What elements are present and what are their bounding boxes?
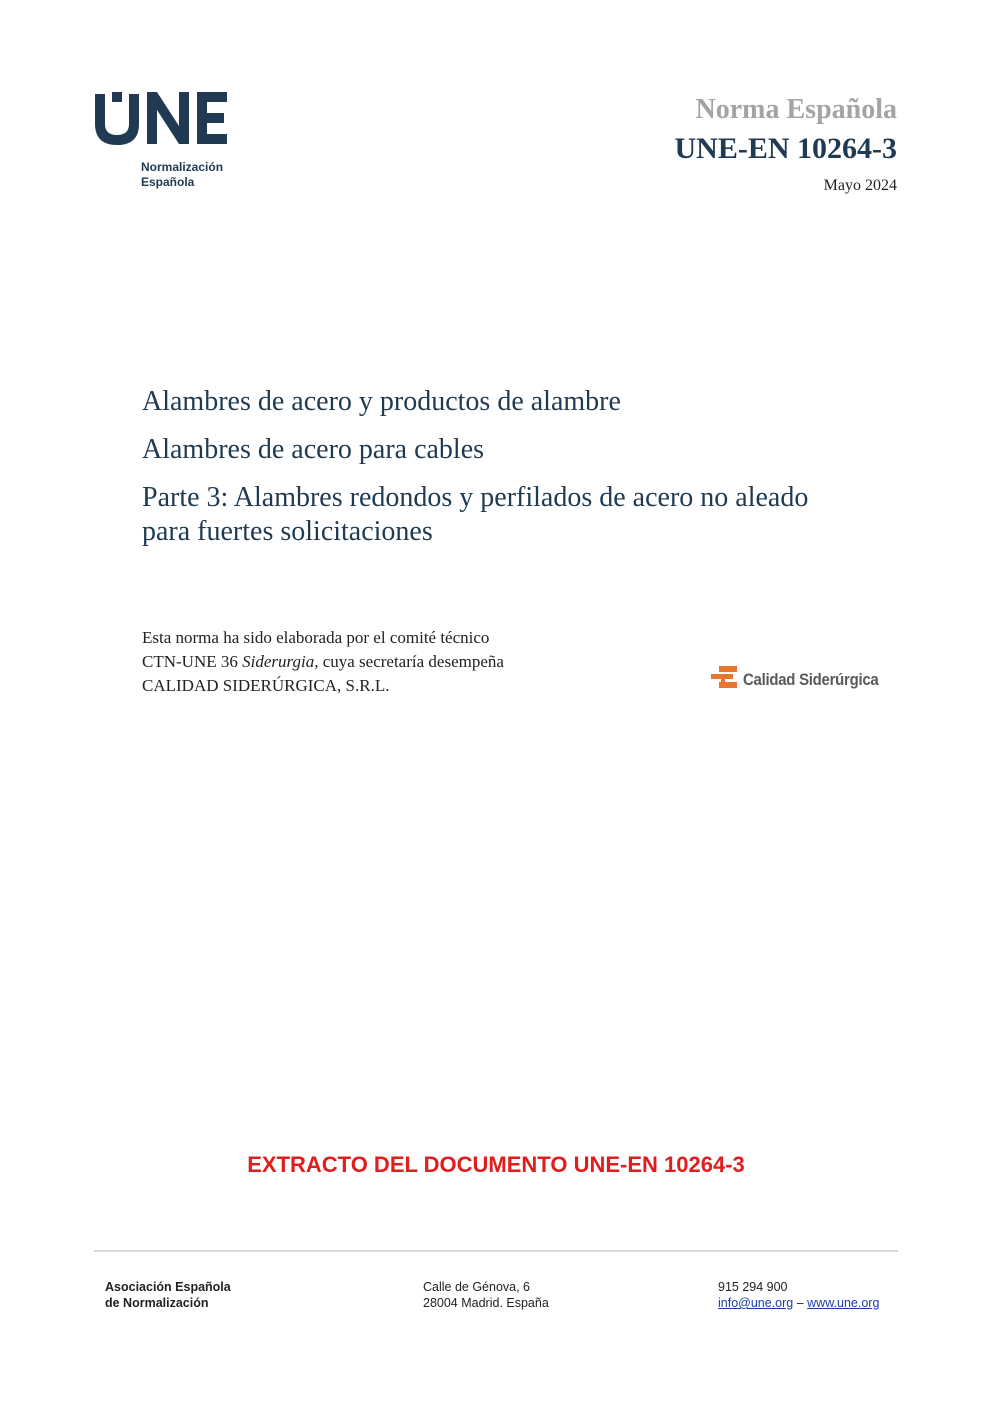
title-line-3: Parte 3: Alambres redondos y perfilados de acero no aleado para fuertes solicitaciones	[142, 482, 809, 547]
logo-subtitle-line2: Española	[141, 175, 195, 189]
footer-links	[718, 1295, 879, 1311]
footer-address-line-2: 28004 Madrid. España	[423, 1296, 549, 1310]
website-link[interactable]: www.une.org	[807, 1296, 880, 1310]
calidad-siderurgica-logo	[711, 664, 881, 694]
footer-org-line-1: Asociación Española	[105, 1280, 231, 1294]
calidad-logo-text: Calidad Siderúrgica	[743, 670, 879, 689]
footer-address	[423, 1279, 549, 1311]
email-link[interactable]: info@une.org	[718, 1296, 794, 1310]
committee-code: CTN-UNE 36	[142, 652, 243, 671]
publication-date: Mayo 2024	[823, 177, 897, 194]
title-line-1: Alambres de acero y productos de alambre	[142, 386, 621, 417]
une-wordmark-icon	[93, 88, 229, 146]
committee-line-2	[142, 650, 682, 674]
footer-organization	[105, 1279, 231, 1311]
calidad-mark-icon	[711, 666, 739, 692]
logo-subtitle	[141, 160, 223, 190]
extract-notice: EXTRACTO DEL DOCUMENTO UNE-EN 10264-3	[247, 1152, 745, 1177]
link-separator: –	[793, 1296, 808, 1310]
standard-code: UNE-EN 10264-3	[674, 132, 897, 165]
footer-divider	[94, 1250, 898, 1252]
footer-contact	[718, 1279, 879, 1311]
committee-line-1: Esta norma ha sido elaborada por el comité técnico	[142, 628, 490, 647]
committee-statement	[142, 626, 682, 698]
committee-line-3: CALIDAD SIDERÚRGICA, S.R.L.	[142, 676, 390, 695]
norma-label: Norma Española	[695, 94, 897, 125]
committee-line-2-suffix: , cuya secretaría desempeña	[314, 652, 504, 671]
title-line-2: Alambres de acero para cables	[142, 434, 485, 465]
footer-phone: 915 294 900	[718, 1280, 788, 1294]
une-logo	[93, 88, 253, 198]
logo-subtitle-line1: Normalización	[141, 160, 224, 174]
footer-address-line-1: Calle de Génova, 6	[423, 1280, 531, 1294]
committee-name: Siderurgia	[242, 652, 315, 671]
footer-org-line-2: de Normalización	[105, 1296, 209, 1310]
document-titles	[142, 385, 862, 549]
